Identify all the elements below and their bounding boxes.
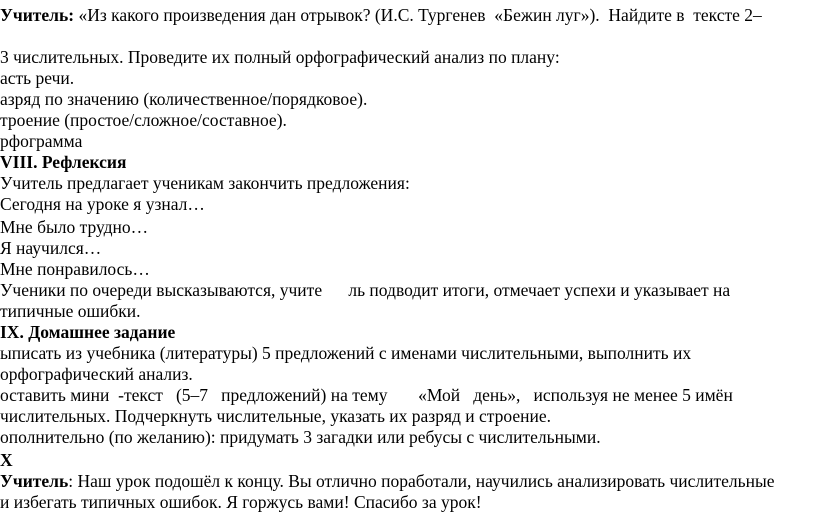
sentence-prompt-liked: Мне понравилось…: [0, 259, 150, 279]
teacher-label-2: Учитель: [0, 471, 69, 491]
homework-item-1-cont: орфографический анализ.: [0, 364, 193, 384]
homework-item-2: оставить мини -текст (5–7 предложений) на тему «Мой день», используя не менее 5 имён: [0, 385, 733, 405]
heading-x: X: [0, 450, 13, 470]
homework-item-3: ополнительно (по желанию): придумать 3 загадки или ребусы с числительными.: [0, 427, 601, 447]
teacher-label: Учитель:: [0, 5, 75, 25]
text-line-errors: типичные ошибки.: [0, 301, 141, 321]
plan-item-orthogram: рфограмма: [0, 131, 83, 151]
text-line-2: 3 числительных. Проведите их полный орфографический анализ по плану:: [0, 47, 560, 67]
text-line-students: Ученики по очереди высказываются, учите ль подводит итоги, отмечает успехи и указывает на: [0, 280, 731, 300]
heading-reflection: VIII. Рефлексия: [0, 152, 127, 172]
closing-text: : Наш урок подошёл к концу. Вы отлично поработали, научились анализировать числительные: [68, 471, 775, 491]
homework-item-2-cont: числительных. Подчеркнуть числительные, указать их разряд и строение.: [0, 406, 552, 426]
sentence-prompt-learned: Сегодня на уроке я узнал…: [0, 194, 205, 214]
text-line-1: [0, 5, 762, 26]
plan-item-part-of-speech: асть речи.: [0, 68, 75, 88]
plan-item-structure: троение (простое/сложное/составное).: [0, 110, 287, 130]
question-text: «Из какого произведения дан отрывок? (И.С. Тургенев «Бежин луг»). Найдите в тексте 2–: [74, 5, 762, 25]
sentence-prompt-difficult: Мне было трудно…: [0, 217, 149, 237]
sentence-prompt-learned-to: Я научился…: [0, 238, 102, 258]
homework-item-1: ыписать из учебника (литературы) 5 предложений с именами числительными, выполнить их: [0, 343, 692, 363]
text-line-closing-cont: и избегать типичных ошибок. Я горжусь вами! Спасибо за урок!: [0, 492, 482, 512]
text-line-closing: [0, 471, 775, 492]
text-line-reflection-intro: Учитель предлагает ученикам закончить предложения:: [0, 173, 410, 193]
heading-homework: IX. Домашнее задание: [0, 322, 176, 342]
plan-item-category: азряд по значению (количественное/порядковое).: [0, 89, 368, 109]
